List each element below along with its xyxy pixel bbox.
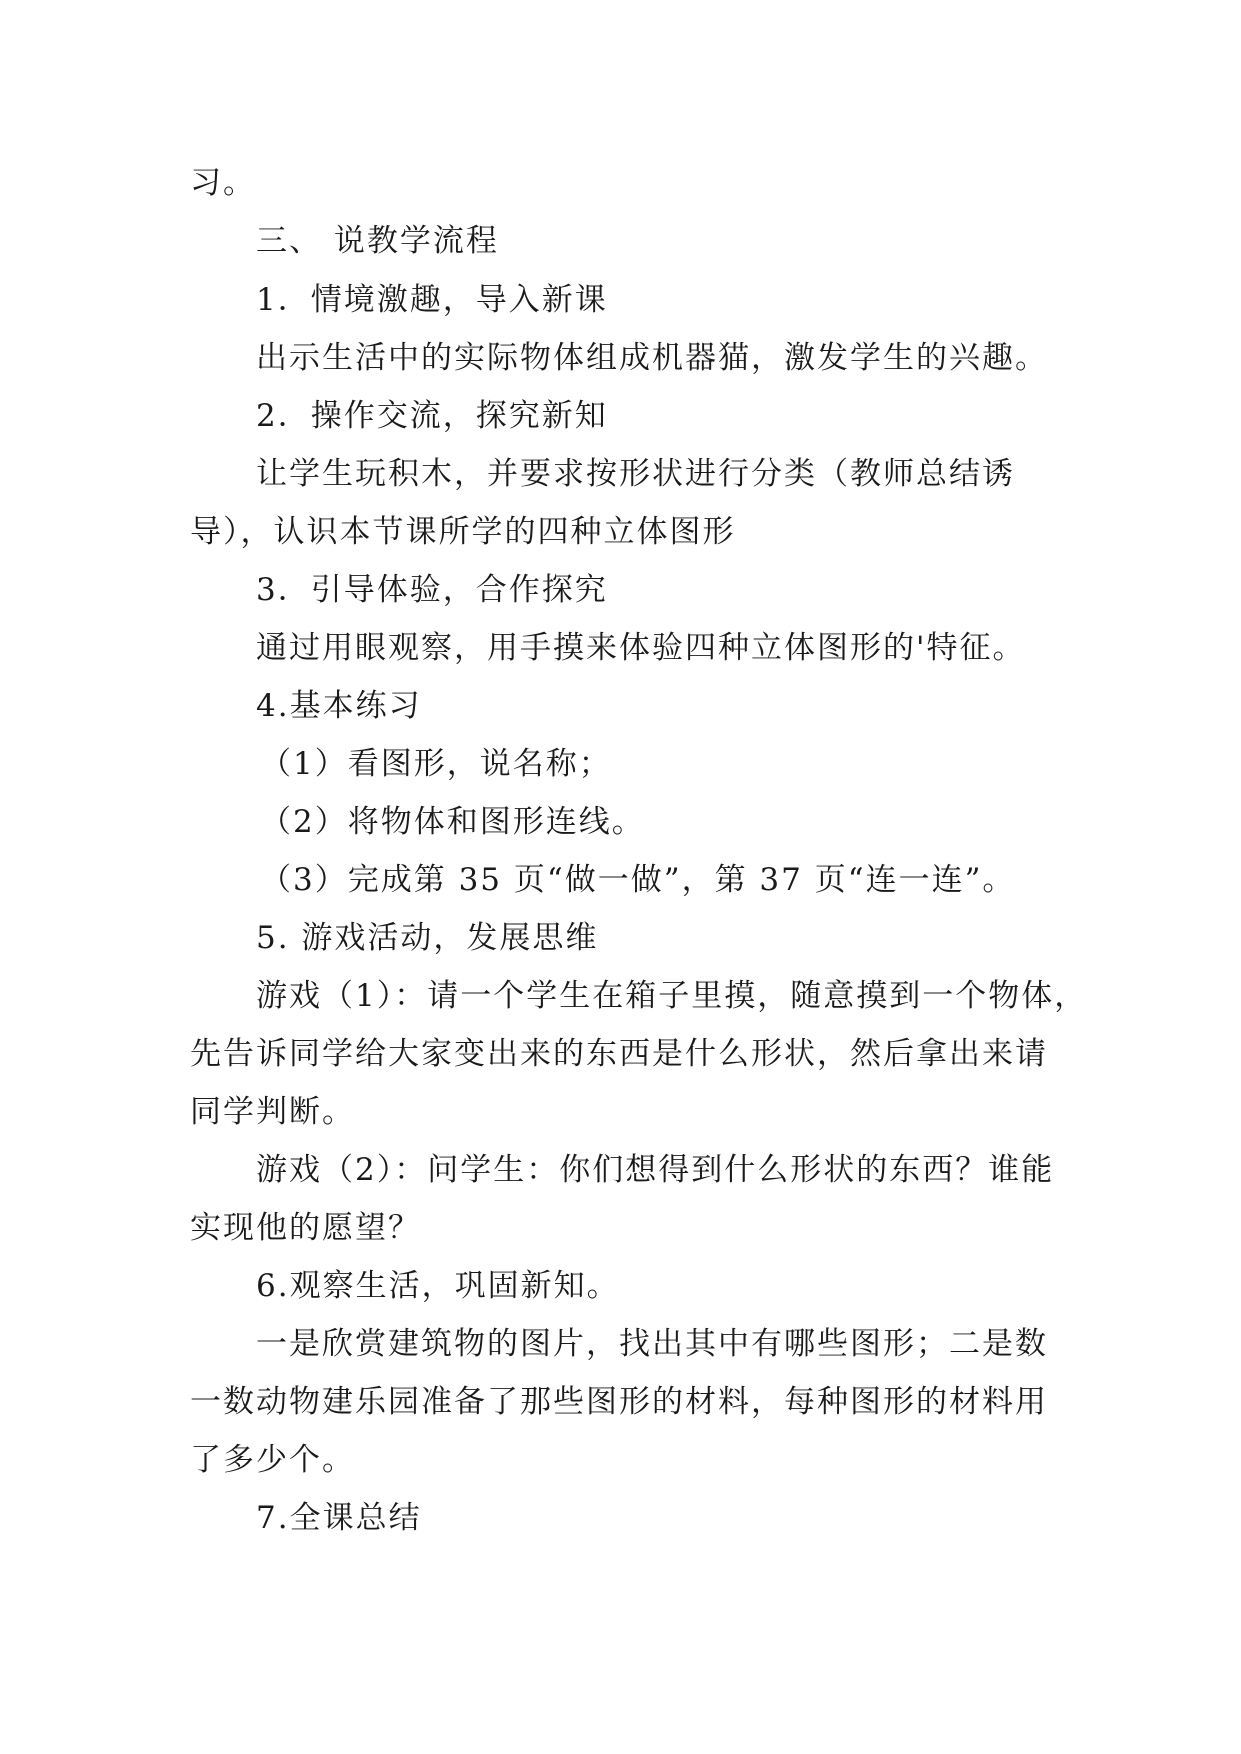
- text-line-continuation: 习。: [190, 165, 256, 201]
- step-body-3: 通过用眼观察，用手摸来体验四种立体图形的'特征。: [256, 630, 1026, 666]
- exercise-item-1: （1）看图形，说名称；: [260, 746, 612, 782]
- step-heading-3: 3．引导体验，合作探究: [256, 572, 608, 608]
- step-body-1: 出示生活中的实际物体组成机器猫，激发学生的兴趣。: [256, 340, 1048, 376]
- exercise-item-2: （2）将物体和图形连线。: [260, 804, 645, 840]
- game-1-line-1: 游戏（1）：请一个学生在箱子里摸，随意摸到一个物体，: [256, 978, 1088, 1014]
- step-body-6-line-1: 一是欣赏建筑物的图片，找出其中有哪些图形；二是数: [256, 1326, 1048, 1362]
- step-heading-4: 4.基本练习: [256, 688, 422, 724]
- game-1-line-2: 先告诉同学给大家变出来的东西是什么形状，然后拿出来请: [190, 1036, 1048, 1072]
- game-1-line-3: 同学判断。: [190, 1094, 355, 1130]
- game-2-line-1: 游戏（2）：问学生：你们想得到什么形状的东西？谁能: [256, 1152, 1055, 1188]
- exercise-item-3: （3）完成第 35 页“做一做”，第 37 页“连一连”。: [260, 862, 1016, 898]
- step-body-6-line-2: 一数动物建乐园准备了那些图形的材料，每种图形的材料用: [190, 1384, 1048, 1420]
- step-body-6-line-3: 了多少个。: [190, 1442, 355, 1478]
- step-heading-1: 1．情境激趣，导入新课: [256, 282, 608, 318]
- step-heading-2: 2．操作交流，探究新知: [256, 398, 608, 434]
- step-heading-6: 6.观察生活，巩固新知。: [256, 1268, 620, 1304]
- step-heading-7: 7.全课总结: [256, 1500, 422, 1536]
- step-heading-5: 5. 游戏活动，发展思维: [256, 920, 599, 956]
- game-2-line-2: 实现他的愿望？: [190, 1210, 421, 1246]
- section-heading: 三、 说教学流程: [256, 223, 499, 259]
- step-body-2-line-1: 让学生玩积木，并要求按形状进行分类（教师总结诱: [256, 456, 1015, 492]
- step-body-2-line-2: 导），认识本节课所学的四种立体图形: [190, 514, 736, 550]
